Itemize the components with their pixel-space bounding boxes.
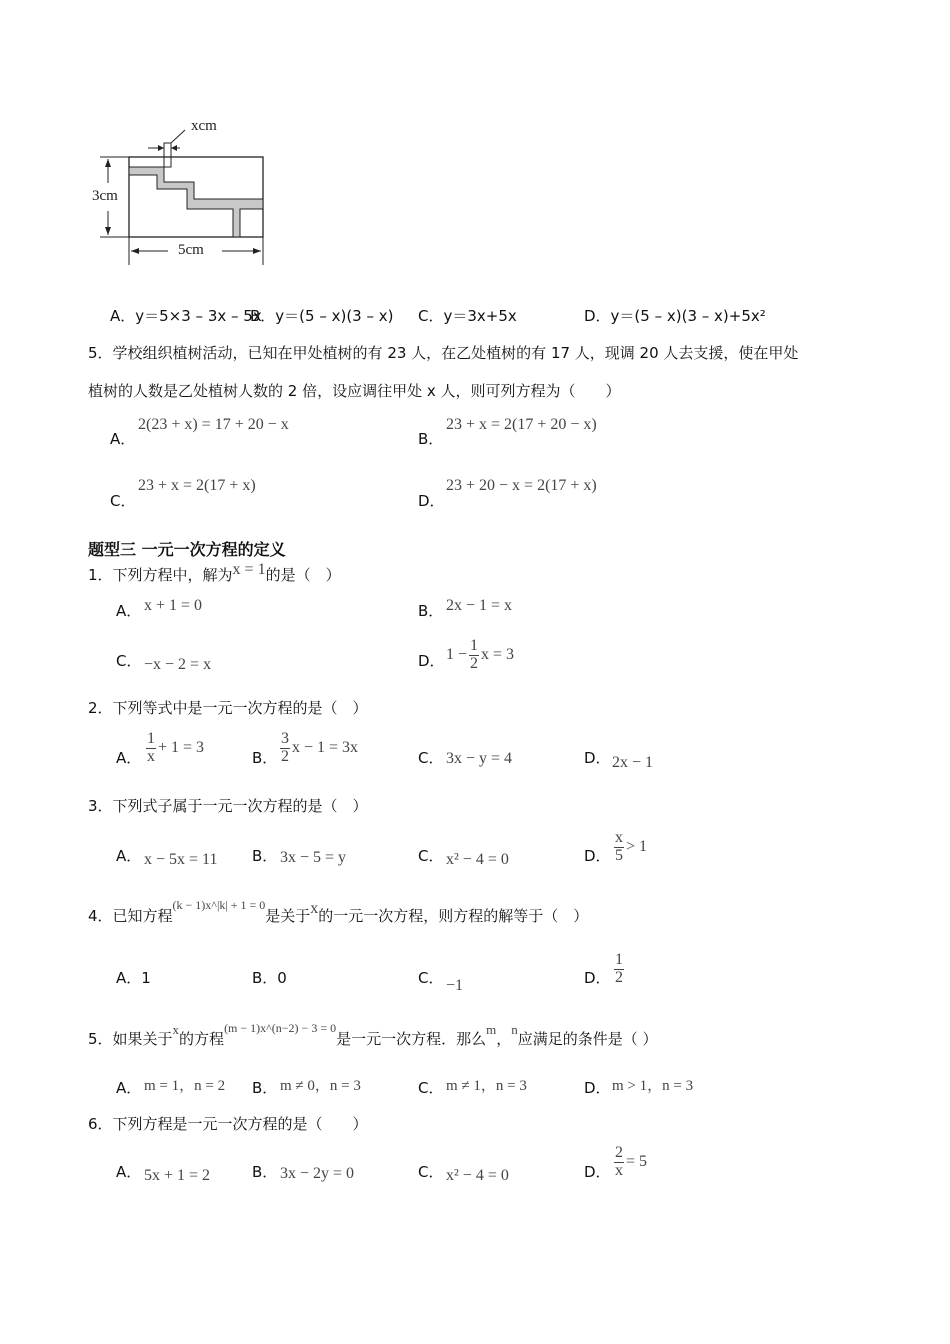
s3-q1-stem-b: 的是（ ） — [265, 566, 341, 584]
s3-q4-option-d: $\frac{1}{2}$ — [615, 951, 623, 986]
s3-q1-option-b: 2x − 1 = x — [446, 597, 513, 614]
option-letter-a: A． — [116, 749, 142, 767]
s3-q3-option-a: x − 5x = 11 — [144, 851, 218, 868]
option-letter-d: D． — [584, 1163, 611, 1181]
s3-q5-option-d: m > 1，n = 3 — [612, 1078, 694, 1094]
option-letter-a: A． — [116, 1163, 142, 1181]
q5-option-d: 23 + 20 − x = 2(17 + x) — [446, 477, 597, 494]
option-letter-d: D． — [418, 652, 445, 670]
s3-q4-equation: (k − 1)x^|k| + 1 = 0 — [172, 898, 266, 912]
figure-bottom-label: 5cm — [178, 242, 204, 258]
q4-prev-option-a: A．y＝5×3 – 3x – 5x — [110, 307, 262, 325]
s3-q5-equation: (m − 1)x^(n−2) − 3 = 0 — [224, 1021, 337, 1035]
option-letter-c: C． — [418, 749, 444, 767]
s3-q2-stem: 2．下列等式中是一元一次方程的是（ ） — [88, 699, 368, 717]
q4-prev-option-c: C．y＝3x+5x — [418, 307, 517, 325]
s3-q5-stem: 5．如果关于x的方程$^{(m - 1)x\^{}(n-2) - 3 = 0}$是一元一次方程．那么m，n应满足的条件是（ ） — [88, 1021, 658, 1048]
s3-q1-option-c: −x − 2 = x — [144, 656, 212, 673]
s3-q3-option-d: $\frac{x}{5}$ > 1 — [615, 829, 648, 864]
s3-q2-option-d: 2x − 1 — [612, 754, 654, 771]
q4-prev-option-d: D．y＝(5 – x)(3 – x)+5x² — [584, 307, 766, 325]
s3-q4-option-c: −1 — [446, 977, 464, 994]
q5-stem-line1: 5．学校组织植树活动，已知在甲处植树的有 23 人，在乙处植树的有 17 人，现调 20 人去支援，使在甲处 — [88, 344, 799, 362]
option-letter-d: D． — [584, 969, 611, 987]
q5-option-c: 23 + x = 2(17 + x) — [138, 477, 256, 494]
s3-q6-option-b: 3x − 2y = 0 — [280, 1165, 355, 1182]
s3-q1-option-a: x + 1 = 0 — [144, 597, 203, 614]
figure-left-label: 3cm — [92, 188, 118, 204]
s3-q4-option-a: A．1 — [116, 969, 151, 987]
option-letter-b: B． — [252, 1163, 278, 1181]
q5-stem-line2: 植树的人数是乙处植树人数的 2 倍，设应调往甲处 x 人，则可列方程为（ ） — [88, 382, 621, 400]
option-letter-a: A． — [110, 430, 136, 448]
s3-q6-option-d: $\frac{2}{x}$ = 5 — [615, 1144, 648, 1179]
option-letter-b: B． — [252, 749, 278, 767]
s3-q5-option-a: m = 1，n = 2 — [144, 1078, 226, 1094]
option-letter-b: B． — [252, 847, 278, 865]
option-letter-c: C． — [418, 1163, 444, 1181]
s3-q1-option-d: 1 − $\frac{1}{2}$ x = 3 — [446, 637, 515, 672]
option-letter-c: C． — [418, 847, 444, 865]
option-letter-d: D． — [584, 1079, 611, 1097]
option-letter-a: A． — [116, 847, 142, 865]
option-letter-c: C． — [116, 652, 142, 670]
figure-top-label: xcm — [191, 118, 217, 134]
s3-q1-stem-eq: x = 1 — [232, 561, 266, 578]
q4-prev-option-b: B．y＝(5 – x)(3 – x) — [250, 307, 394, 325]
s3-q5-option-c: m ≠ 1，n = 3 — [446, 1078, 527, 1094]
s3-q6-option-c: x² − 4 = 0 — [446, 1167, 509, 1184]
option-letter-d: D． — [418, 492, 445, 510]
s3-q3-stem: 3．下列式子属于一元一次方程的是（ ） — [88, 797, 368, 815]
option-letter-a: A． — [116, 1079, 142, 1097]
s3-q1-stem-a: 1．下列方程中，解为 — [88, 566, 233, 584]
s3-q2-option-c: 3x − y = 4 — [446, 750, 513, 767]
s3-q2-option-a: $\frac{1}{x}$ + 1 = 3 — [147, 730, 205, 765]
s3-q2-option-b: $\frac{3}{2}$ x − 1 = 3x — [281, 730, 359, 765]
q5-option-b: 23 + x = 2(17 + 20 − x) — [446, 416, 597, 433]
s3-q6-option-a: 5x + 1 = 2 — [144, 1167, 211, 1184]
option-letter-b: B． — [418, 602, 444, 620]
option-letter-d: D． — [584, 749, 611, 767]
s3-q6-stem: 6．下列方程是一元一次方程的是（ ） — [88, 1115, 368, 1133]
option-letter-c: C． — [418, 969, 444, 987]
s3-q4-stem: 4．已知方程$^{(k - 1)x\^{}|k| + 1 = 0}$是关于x的一元一次方程，则方程的解等于（ ） — [88, 898, 589, 925]
s3-q5-option-b: m ≠ 0，n = 3 — [280, 1078, 361, 1094]
q5-option-a: 2(23 + x) = 17 + 20 − x — [138, 416, 289, 433]
section-title: 题型三 一元一次方程的定义 — [88, 540, 286, 559]
option-letter-a: A． — [116, 602, 142, 620]
option-letter-c: C． — [110, 492, 136, 510]
s3-q1-stem — [88, 561, 341, 585]
option-letter-b: B． — [252, 1079, 278, 1097]
option-letter-c: C． — [418, 1079, 444, 1097]
s3-q3-option-b: 3x − 5 = y — [280, 849, 347, 866]
option-letter-d: D． — [584, 847, 611, 865]
s3-q4-option-b: B．0 — [252, 969, 287, 987]
option-letter-b: B． — [418, 430, 444, 448]
s3-q3-option-c: x² − 4 = 0 — [446, 851, 509, 868]
